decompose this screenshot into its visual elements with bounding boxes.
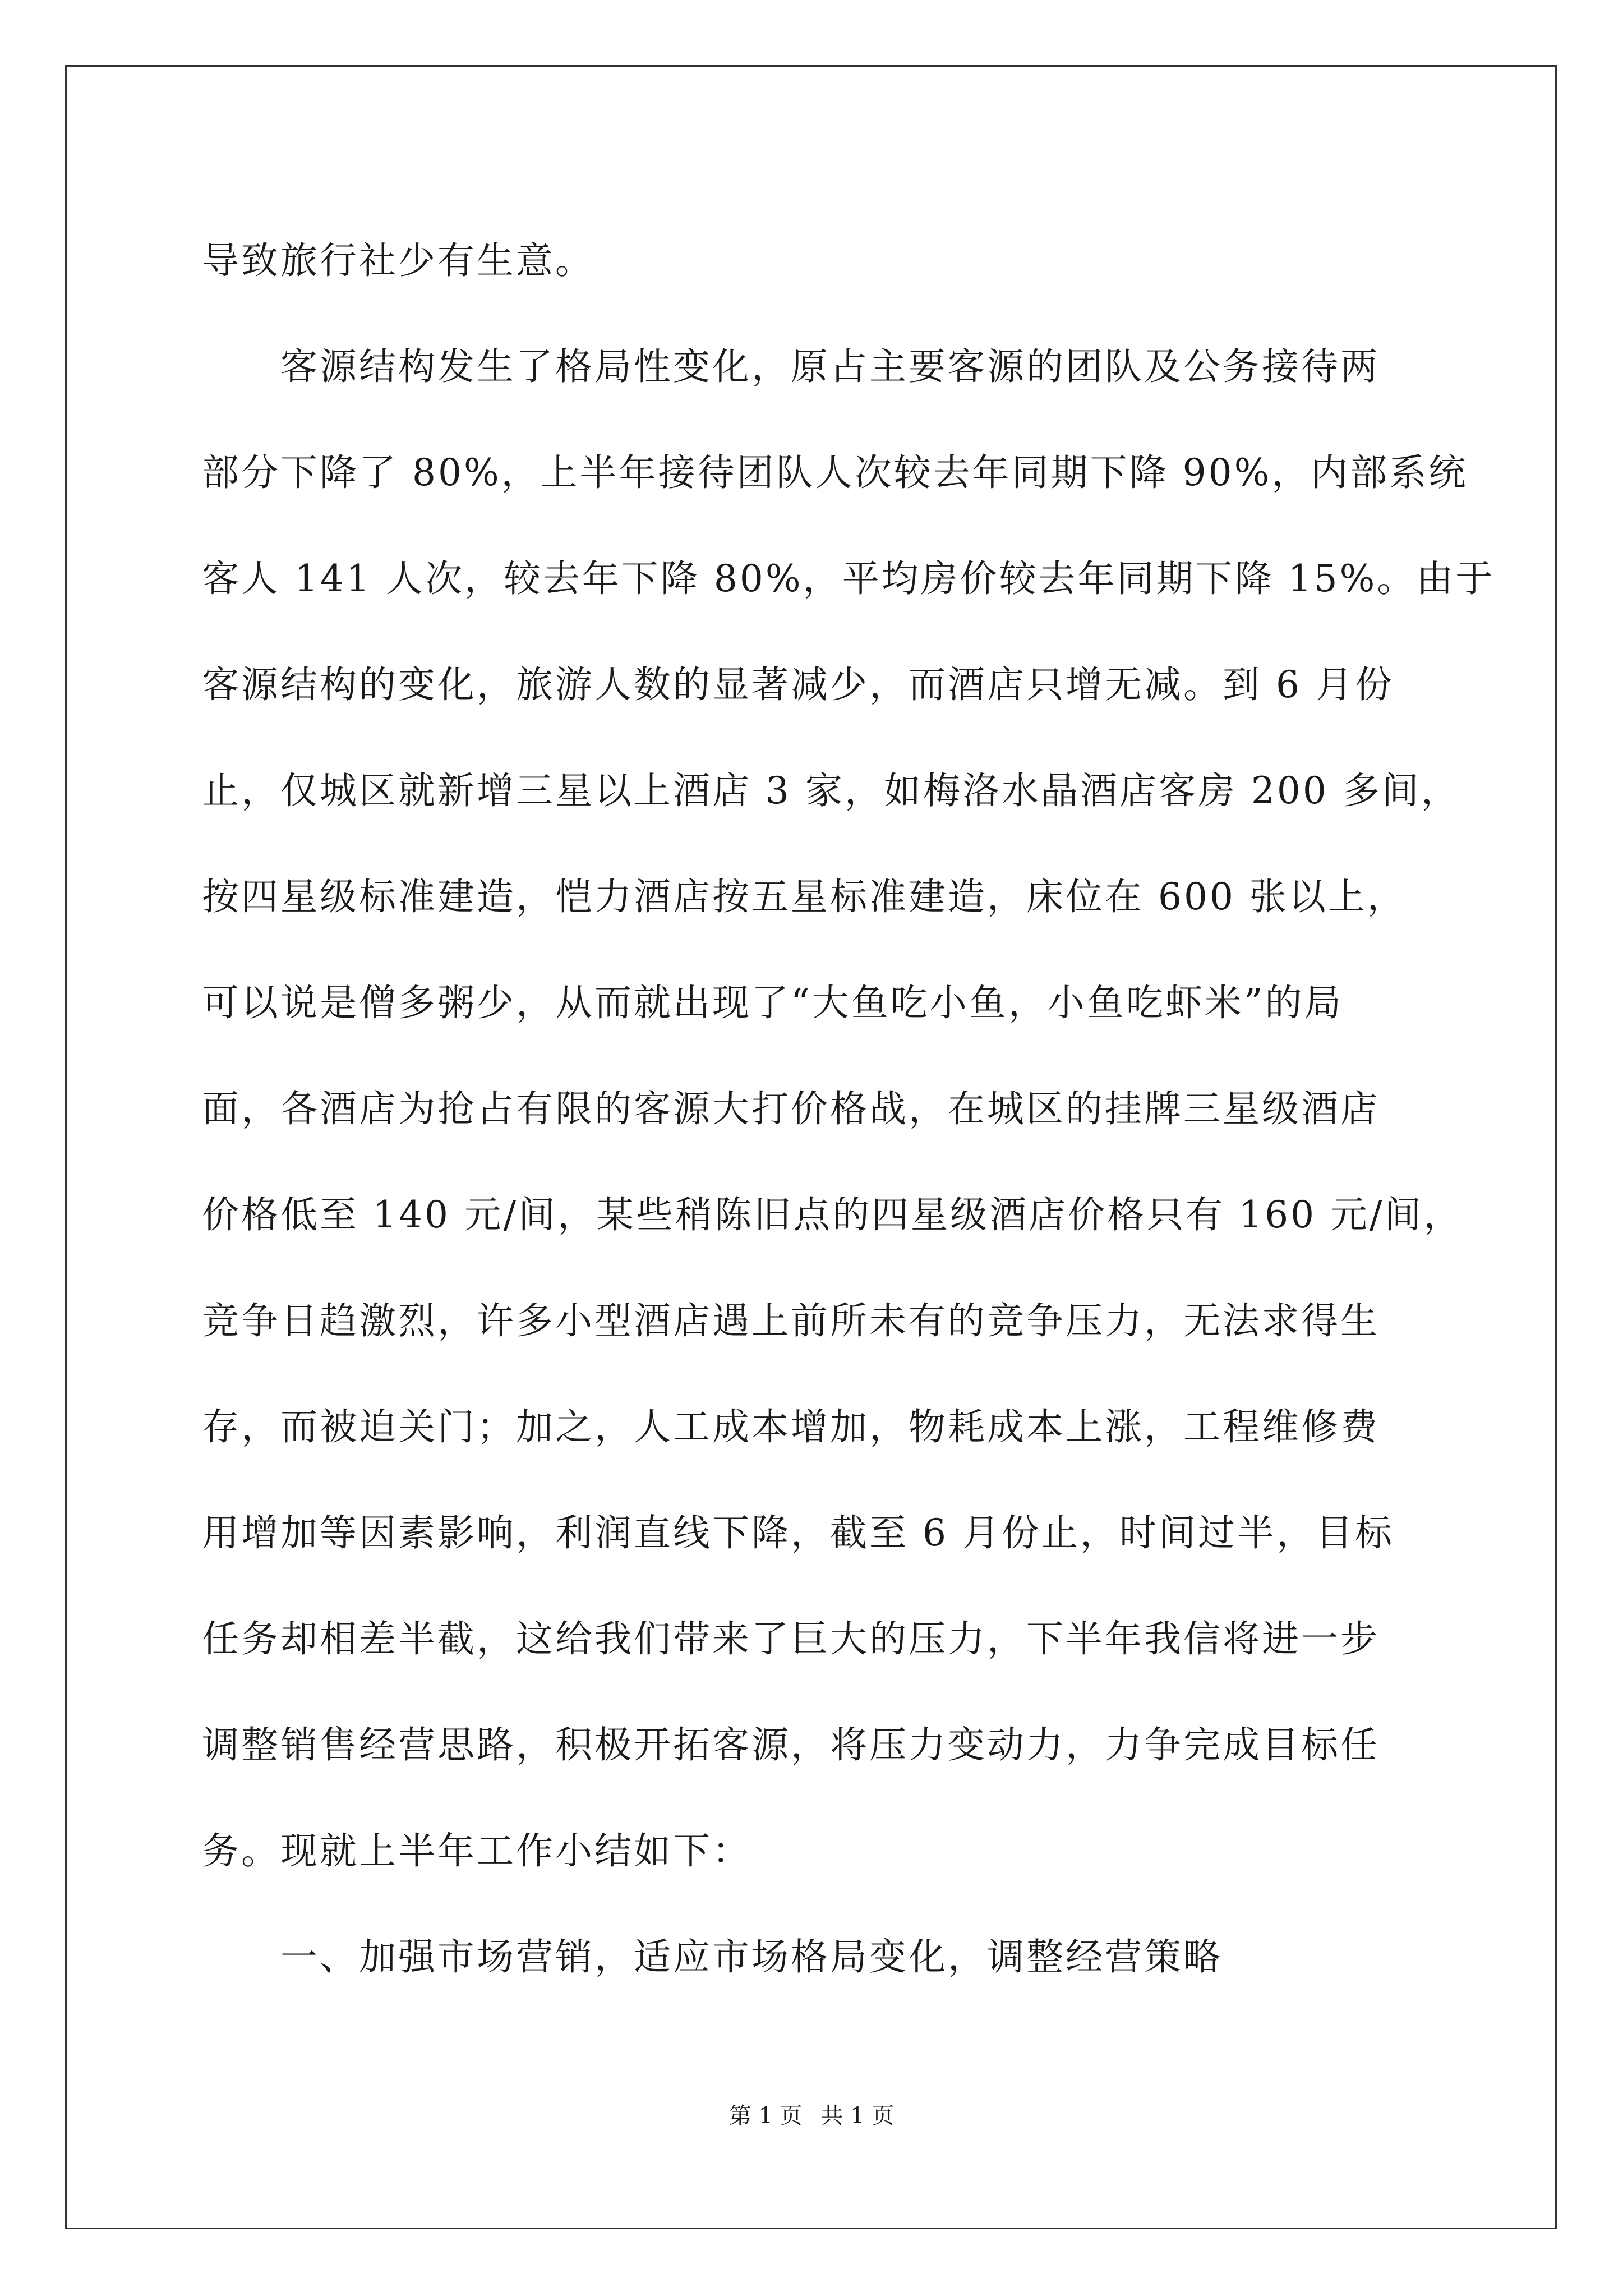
- text-line: 部分下降了 80%，上半年接待团队人次较去年同期下降 90%，内部系统: [202, 451, 1468, 494]
- text-line: 客源结构的变化，旅游人数的显著减少，而酒店只增无减。到 6 月份: [202, 663, 1394, 706]
- page-footer: [0, 2098, 1623, 2130]
- text-line: 导致旅行社少有生意。: [202, 239, 594, 282]
- page-total: 共 1 页: [820, 2103, 895, 2129]
- text-line: 价格低至 140 元/间，某些稍陈旧点的四星级酒店价格只有 160 元/间，: [202, 1193, 1463, 1236]
- text-line: 竞争日趋激烈，许多小型酒店遇上前所未有的竞争压力，无法求得生: [202, 1299, 1380, 1342]
- text-line: 可以说是僧多粥少，从而就出现了“大鱼吃小鱼，小鱼吃虾米”的局: [202, 981, 1344, 1024]
- section-heading: 一、加强市场营销，适应市场格局变化，调整经营策略: [280, 1935, 1223, 1978]
- page-number: 第 1 页: [728, 2103, 803, 2129]
- text-line: 调整销售经营思路，积极开拓客源，将压力变动力，力争完成目标任: [202, 1723, 1380, 1766]
- text-line: 按四星级标准建造，恺力酒店按五星标准建造，床位在 600 张以上，: [202, 875, 1407, 918]
- text-line: 存，而被迫关门；加之，人工成本增加，物耗成本上涨，工程维修费: [202, 1405, 1380, 1448]
- text-line: 止，仅城区就新增三星以上酒店 3 家，如梅洛水晶酒店客房 200 多间，: [202, 769, 1460, 812]
- text-line: 客源结构发生了格局性变化，原占主要客源的团队及公务接待两: [280, 345, 1380, 388]
- text-line: 客人 141 人次，较去年下降 80%，平均房价较去年同期下降 15%。由于: [202, 557, 1495, 600]
- text-line: 任务却相差半截，这给我们带来了巨大的压力，下半年我信将进一步: [202, 1617, 1380, 1660]
- text-line: 面，各酒店为抢占有限的客源大打价格战，在城区的挂牌三星级酒店: [202, 1087, 1380, 1130]
- document-body: [202, 208, 1495, 2010]
- text-line: 务。现就上半年工作小结如下：: [202, 1829, 751, 1872]
- text-line: 用增加等因素影响，利润直线下降，截至 6 月份止，时间过半，目标: [202, 1511, 1394, 1554]
